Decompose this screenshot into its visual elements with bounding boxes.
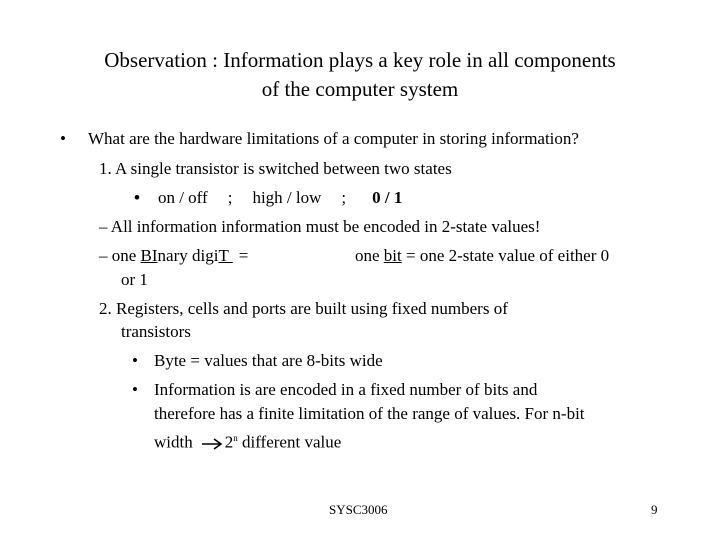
dash-line-2-right: [355, 245, 609, 267]
bit-word: bit: [383, 246, 402, 265]
different-value-text: different value: [237, 432, 342, 452]
state-on-off: on / off: [157, 188, 208, 207]
bullet-marker: •: [60, 129, 66, 148]
item-2-line-1: 2. Registers, cells and ports are built using fixed numbers of: [99, 299, 508, 318]
sub-bullet-marker: •: [132, 380, 138, 399]
width-text: width: [154, 432, 193, 452]
title-line-2: of the computer system: [261, 77, 459, 101]
encoding-line-3: [154, 427, 341, 454]
sub-bullet-marker: •: [132, 351, 138, 370]
footer-course-code: SYSC3006: [329, 502, 388, 517]
title-line-1: Observation : Information plays a key role in all components: [104, 48, 616, 72]
dash-prefix: – one: [99, 246, 141, 265]
encoding-line-2: therefore has a finite limitation of the range of values. For n-bit: [154, 404, 585, 423]
item-1-states: [134, 187, 402, 209]
equals: =: [238, 246, 249, 265]
dash-line-2-cont: or 1: [121, 270, 148, 289]
question-text: What are the hardware limitations of a computer in storing information?: [88, 129, 579, 148]
dash-line-2: [99, 245, 248, 267]
item-2-line-2: transistors: [121, 322, 191, 341]
binary-bi: BI: [140, 246, 158, 265]
bit-definition: = one 2-state value of either 0: [401, 246, 610, 265]
right-arrow-icon: [201, 438, 223, 450]
byte-definition: Byte = values that are 8-bits wide: [154, 351, 383, 370]
page-number: 9: [651, 502, 658, 517]
sub-bullet-dot: •: [134, 188, 140, 207]
two-base: 2: [224, 432, 234, 452]
encoding-line-1: Information is are encoded in a fixed number of bits and: [154, 380, 538, 399]
dash-line-1: – All information information must be encoded in 2-state values!: [99, 217, 541, 236]
one-text: one: [355, 246, 384, 265]
digit-t: T: [218, 246, 233, 265]
separator: ;: [341, 188, 347, 207]
n-exponent: n: [233, 433, 238, 443]
binary-nary: nary digi: [157, 246, 219, 265]
state-zero-one: 0 / 1: [372, 188, 403, 207]
item-1: 1. A single transistor is switched between two states: [99, 159, 452, 178]
state-high-low: high / low: [252, 188, 322, 207]
separator: ;: [227, 188, 233, 207]
